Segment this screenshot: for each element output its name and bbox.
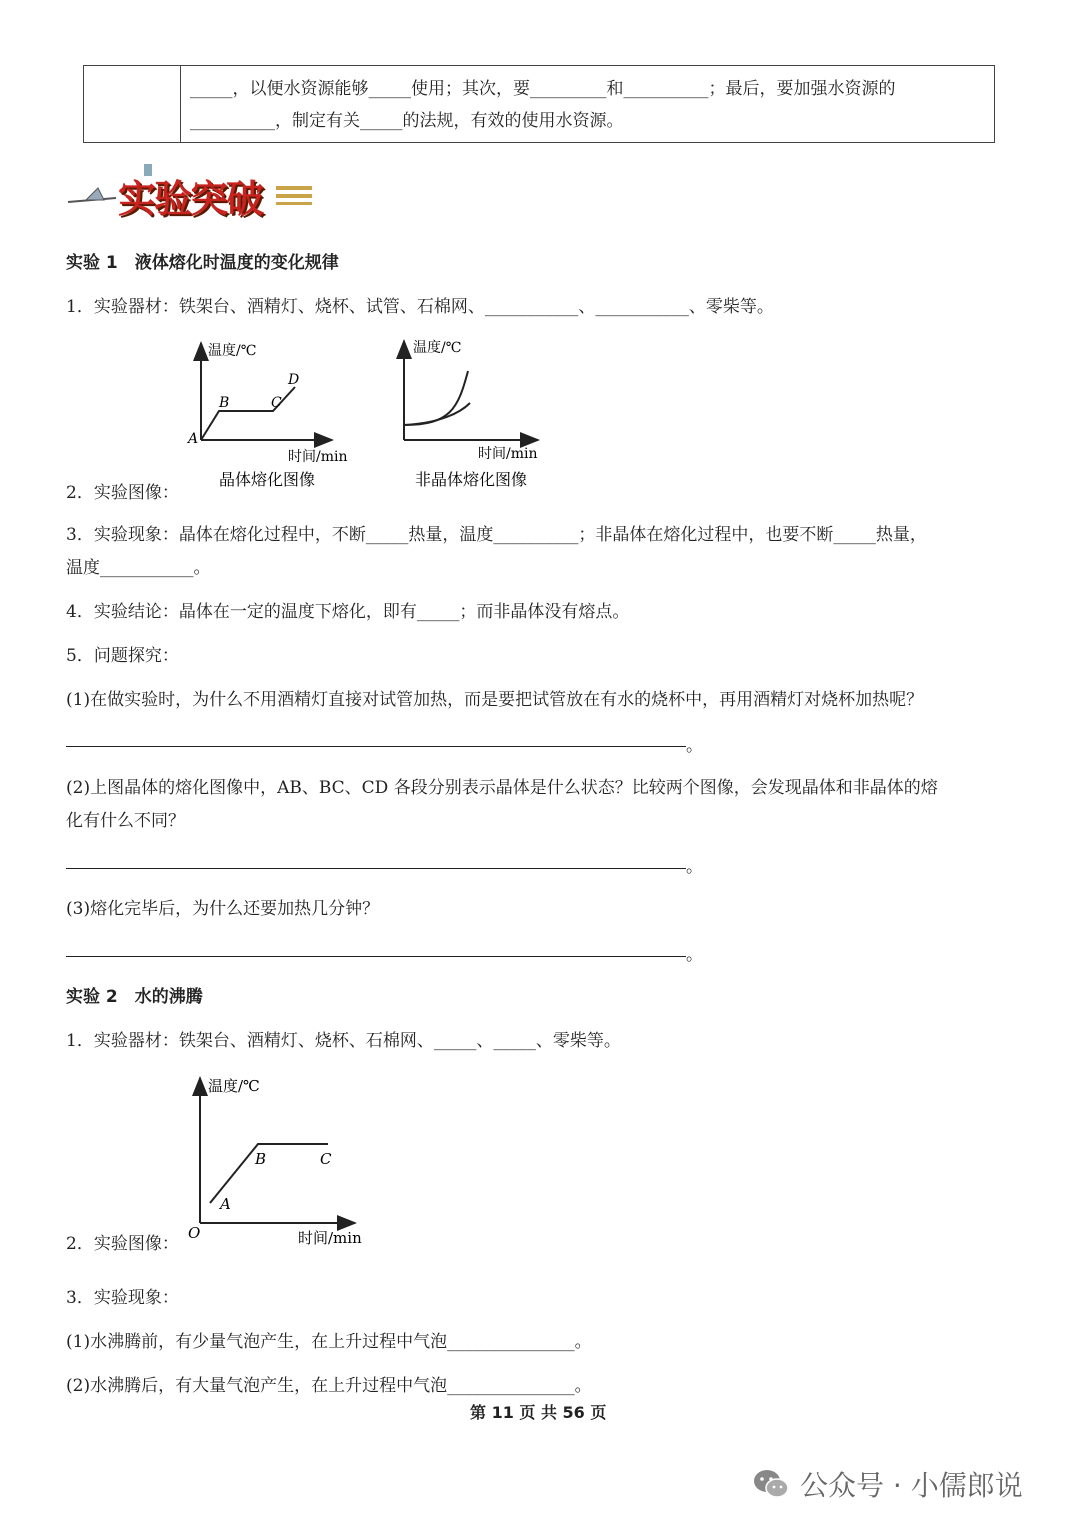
exp1-p2-line2: 化有什么不同？: [66, 811, 185, 831]
answer-line-p2: [66, 868, 686, 869]
boiling-ylabel: 温度/℃: [208, 1077, 260, 1095]
exp1-q3-line2: 温度___________。: [66, 558, 211, 578]
boiling-point-b: B: [255, 1150, 267, 1168]
exp1-q1: 1．实验器材：铁架台、酒精灯、烧杯、试管、石棉网、___________、___________、零柴等。: [66, 297, 774, 317]
page-number: 第 11 页 共 56 页: [470, 1403, 607, 1422]
crystal-ylabel: 温度/℃: [208, 343, 257, 359]
period-p3: 。: [686, 945, 703, 965]
amorphous-xlabel: 时间/min: [478, 446, 538, 462]
exp2-q2-label: 2．实验图像：: [66, 1234, 179, 1254]
amorphous-ylabel: 温度/℃: [413, 340, 462, 356]
answer-line-p3: [66, 956, 686, 957]
table-divider: [180, 66, 181, 142]
crystal-xlabel: 时间/min: [288, 449, 348, 465]
exp2-heading: 实验 2 水的沸腾: [66, 987, 203, 1007]
amorphous-rising-curve: [404, 371, 468, 425]
exp2-s1: (1)水沸腾前，有少量气泡产生，在上升过程中气泡_______________。: [66, 1332, 592, 1352]
wechat-icon: [752, 1467, 790, 1501]
exp1-heading: 实验 1 液体熔化时温度的变化规律: [66, 253, 339, 273]
exp1-p1: (1)在做实验时，为什么不用酒精灯直接对试管加热，而是要把试管放在有水的烧杯中，再用酒精灯对烧杯加热呢？: [66, 690, 924, 710]
amorphous-curve: [404, 403, 470, 425]
exp1-p2-line1: (2)上图晶体的熔化图像中，AB、BC、CD 各段分别表示晶体是什么状态？比较两个图像，会发现晶体和非晶体的熔: [66, 778, 938, 798]
exp2-q3: 3．实验现象：: [66, 1288, 179, 1308]
exp1-q5: 5．问题探究：: [66, 646, 179, 666]
boiling-point-c: C: [320, 1150, 332, 1168]
origin-label: O: [188, 1224, 201, 1242]
watermark: [752, 1464, 1023, 1504]
point-b-label: B: [219, 395, 230, 411]
point-d-label: D: [288, 372, 300, 388]
boiling-point-a: A: [220, 1195, 231, 1213]
amorphous-melting-graph: [390, 333, 560, 493]
watermark-text: 公众号 · 小儒郎说: [800, 1469, 1023, 1502]
point-a-label: A: [188, 431, 199, 447]
exp1-q3-line1: 3．实验现象：晶体在熔化过程中，不断_____热量，温度__________；非晶体在熔化过程中，也要不断_____热量，: [66, 525, 927, 545]
exp1-p3: (3)熔化完毕后，为什么还要加热几分钟？: [66, 899, 380, 919]
banner-title: 实验突破: [118, 177, 263, 221]
answer-line-p1: [66, 746, 686, 747]
amorphous-caption: 非晶体熔化图像: [415, 470, 528, 489]
exp1-q2-label: 2．实验图像：: [66, 483, 179, 503]
table-row-2: __________，制定有关_____的法规，有效的使用水资源。: [190, 111, 624, 131]
exp1-q4: 4．实验结论：晶体在一定的温度下熔化，即有_____；而非晶体没有熔点。: [66, 602, 630, 622]
period-p1: 。: [686, 736, 703, 756]
crystal-melting-graph: [185, 335, 365, 495]
period-p2: 。: [686, 857, 703, 877]
exp2-s2: (2)水沸腾后，有大量气泡产生，在上升过程中气泡_______________。: [66, 1376, 592, 1396]
exp2-q1: 1．实验器材：铁架台、酒精灯、烧杯、石棉网、_____、_____、零柴等。: [66, 1031, 621, 1051]
table-row-1: _____，以便水资源能够_____使用；其次，要_________和__________；最后，要加强水资源的: [190, 79, 896, 99]
boiling-graph: [180, 1070, 380, 1255]
point-c-label: C: [271, 395, 282, 411]
experiment-banner: [66, 160, 316, 220]
boiling-xlabel: 时间/min: [298, 1229, 362, 1247]
crystal-caption: 晶体熔化图像: [219, 470, 316, 489]
